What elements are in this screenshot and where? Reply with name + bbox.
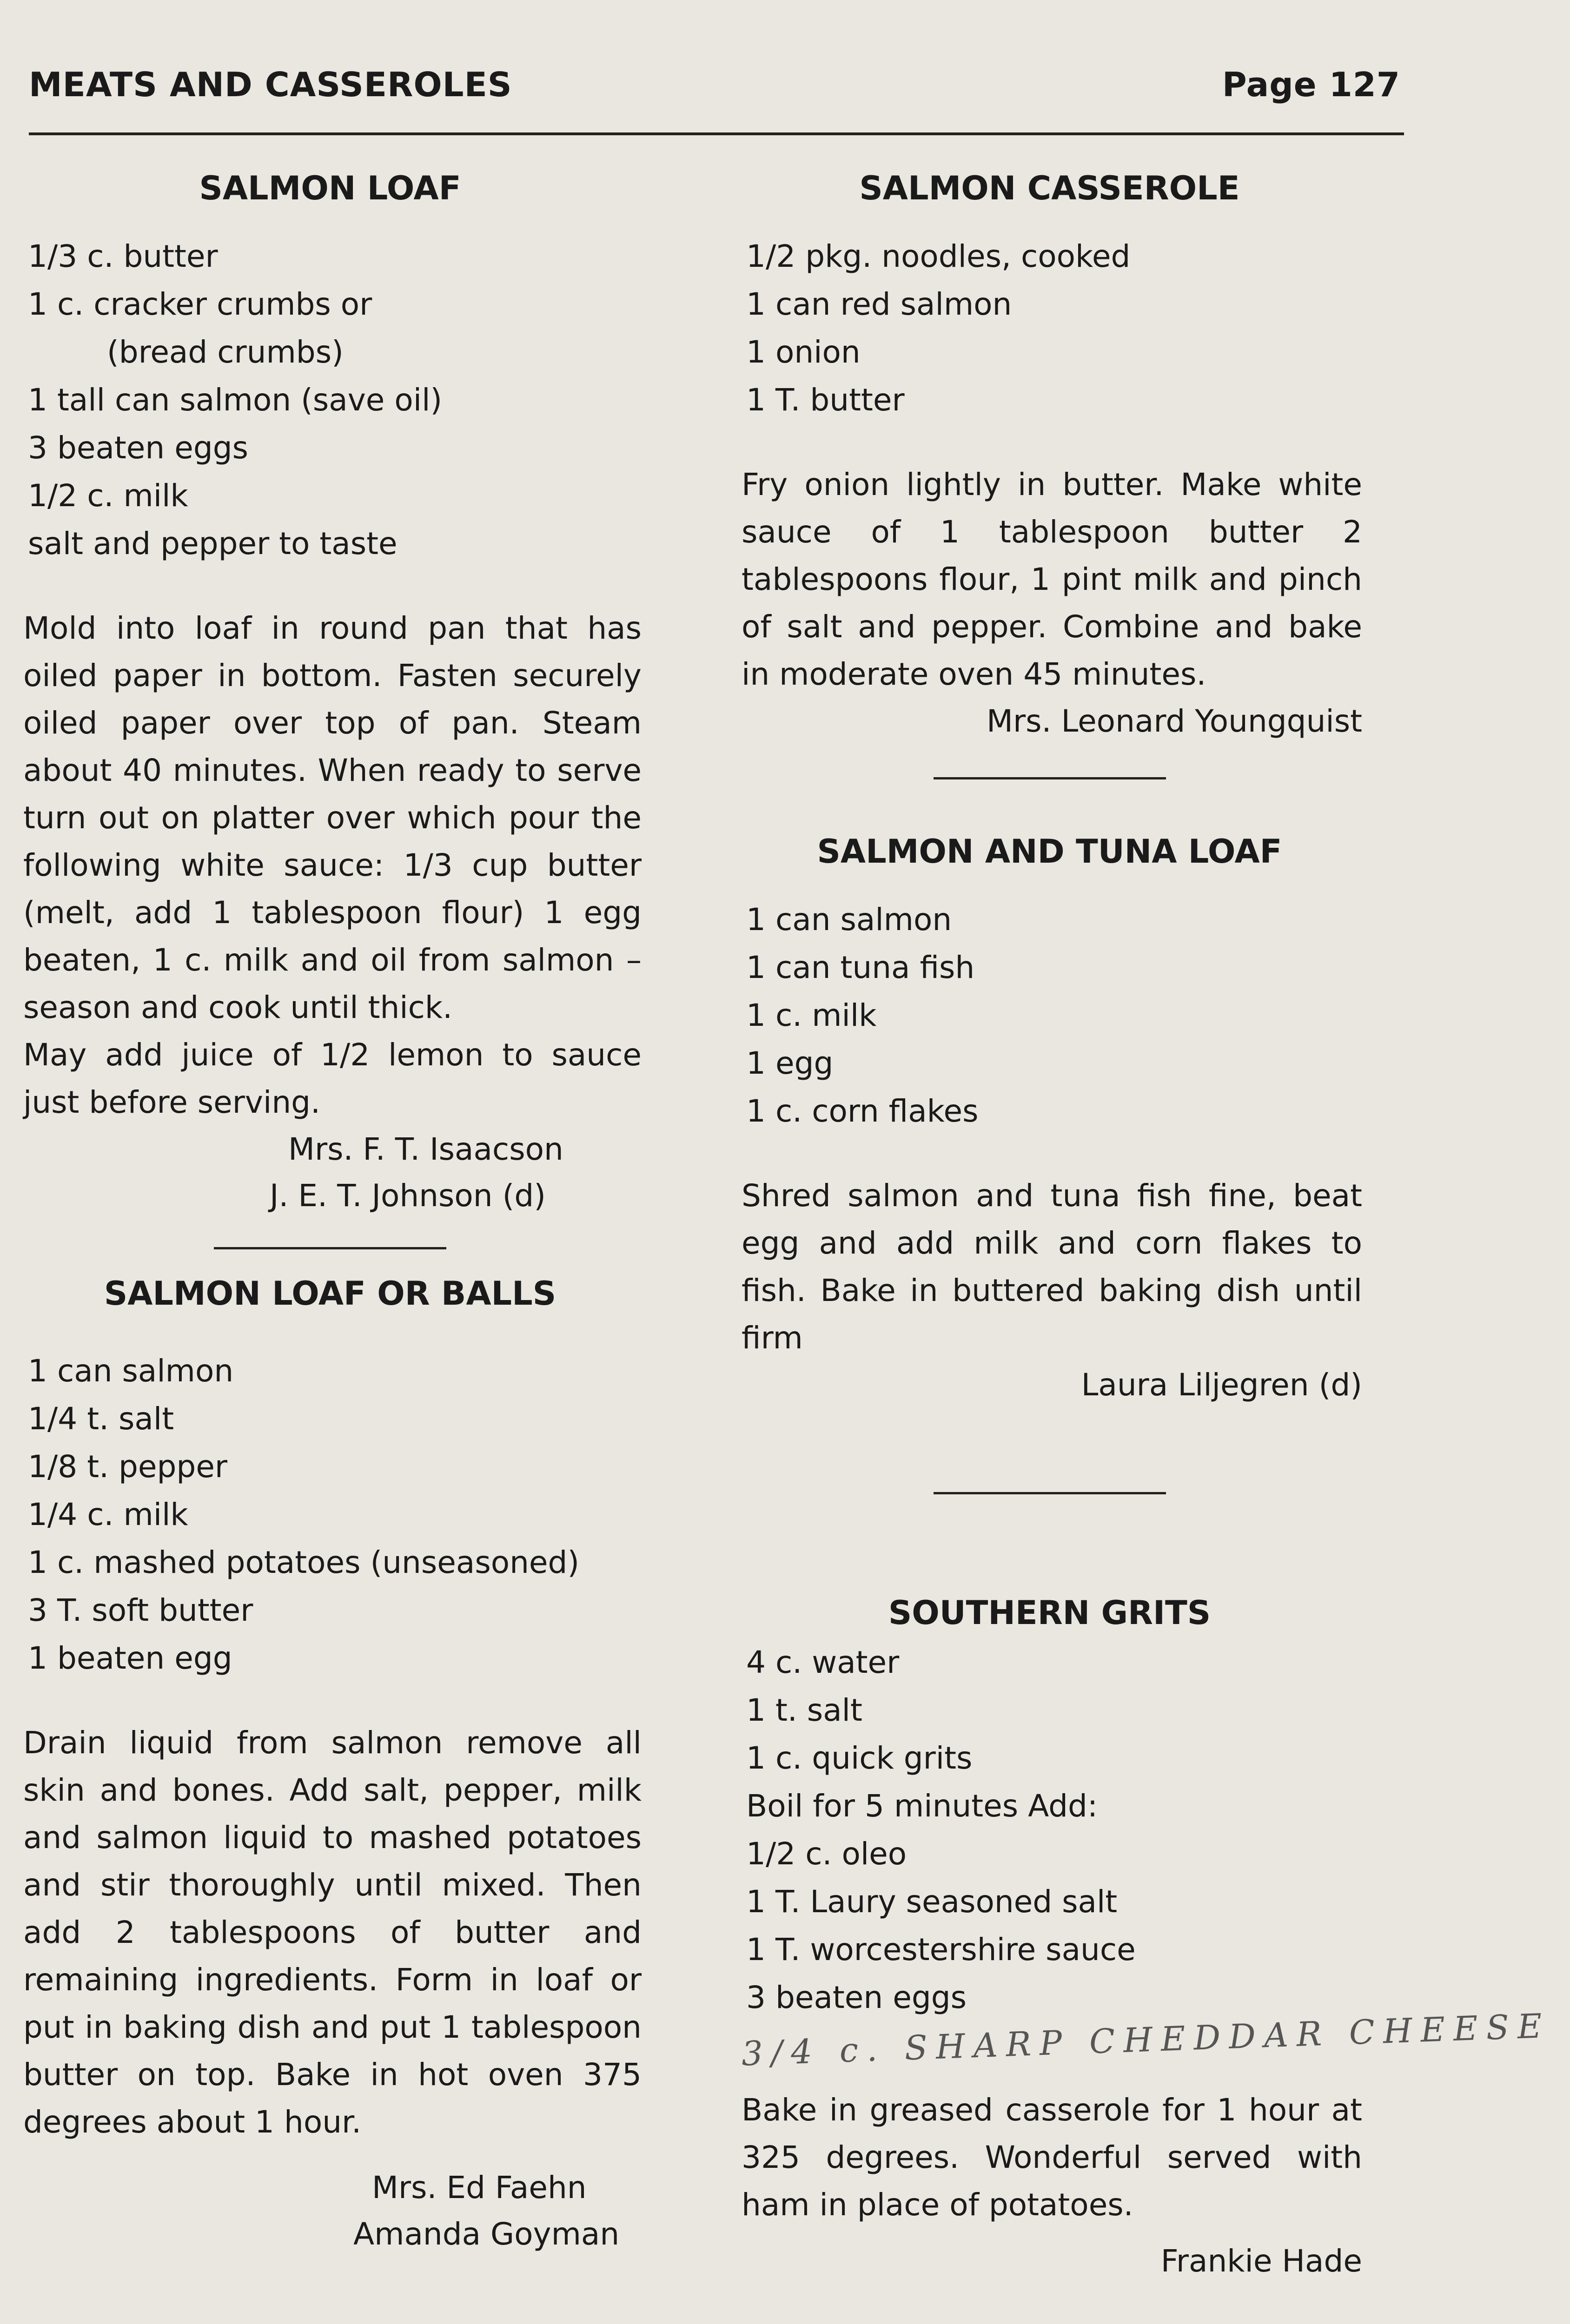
ingredient: 1/2 c. milk xyxy=(28,478,188,514)
recipe-salmon-loaf xyxy=(19,163,642,1219)
contributor: Frankie Hade xyxy=(1160,2243,1362,2279)
ingredient: Boil for 5 minutes Add: xyxy=(746,1788,1098,1824)
ingredient-list xyxy=(737,896,1362,1135)
recipe-title: SOUTHERN GRITS xyxy=(888,1594,1211,1632)
ingredient: 1 c. cracker crumbs or xyxy=(28,286,372,322)
ingredient: 1 can salmon xyxy=(746,902,952,938)
ingredient: 1/2 c. oleo xyxy=(746,1836,907,1872)
ingredient: 1/8 t. pepper xyxy=(28,1449,228,1485)
recipe-salmon-casserole xyxy=(737,163,1362,745)
instructions-text: Shred salmon and tuna fish fine, beat egg and add milk and corn flakes to fish. Bake in buttered baking dish until firm xyxy=(742,1178,1362,1356)
contributor: Amanda Goyman xyxy=(353,2216,620,2252)
instructions xyxy=(19,605,642,1126)
ingredient: 1 beaten egg xyxy=(28,1640,232,1676)
right-column xyxy=(737,163,1551,2284)
ingredient: 1 onion xyxy=(746,334,861,370)
ingredient: 1/2 pkg. noodles, cooked xyxy=(746,238,1131,274)
ingredient: 3 beaten eggs xyxy=(746,1980,967,2015)
ingredient-list xyxy=(737,1638,1362,2021)
handwritten-note: 3/4 c. SHARP CHEDDAR CHEESE xyxy=(741,2006,1551,2073)
ingredient: 1 c. corn flakes xyxy=(746,1093,979,1129)
ingredient: 1 tall can salmon (save oil) xyxy=(28,382,443,418)
contributor: Mrs. Ed Faehn xyxy=(372,2170,587,2205)
instructions xyxy=(737,2086,1362,2229)
ingredient: (bread crumbs) xyxy=(107,334,344,370)
ingredient: 1/4 t. salt xyxy=(28,1401,174,1437)
recipe-salmon-loaf-or-balls xyxy=(19,1268,642,2258)
contributors xyxy=(737,2238,1362,2284)
ingredient-list xyxy=(19,232,642,568)
instructions-text: Fry onion lightly in butter. Make white sauce of 1 tablespoon butter 2 tablespoons flour, 1 pint milk and pinch of salt and pepper. Combine and bake in moderate oven 45 minutes. xyxy=(742,467,1362,692)
page-number: Page 127 xyxy=(1222,65,1400,104)
instructions xyxy=(737,461,1362,698)
contributor: Mrs. F. T. Isaacson xyxy=(288,1131,563,1167)
ingredient: 4 c. water xyxy=(746,1644,900,1680)
instructions-text: Drain liquid from salmon remove all skin and bones. Add salt, pepper, milk and salmon liquid to mashed potatoes and stir thoroughly until mixed. Then add 2 tablespoons of butter and remaining ingredients. Form in loaf or put in baking dish and put 1 tablespoon butter on top. Bake in hot oven 375 degrees about 1 hour. xyxy=(23,1725,642,2140)
ingredient: 1 T. worcestershire sauce xyxy=(746,1932,1136,1967)
header-rule xyxy=(29,132,1404,135)
ingredient-list xyxy=(19,1347,642,1682)
ingredient: salt and pepper to taste xyxy=(28,526,397,561)
contributors xyxy=(19,2165,642,2258)
recipe-salmon-and-tuna-loaf xyxy=(737,826,1362,1408)
contributors xyxy=(737,698,1362,745)
ingredient-list xyxy=(737,232,1362,424)
instructions-note: May add juice of 1/2 lemon to sauce just before serving. xyxy=(23,1037,642,1120)
ingredient: 1 egg xyxy=(746,1045,834,1081)
ingredient: 1 c. mashed potatoes (unseasoned) xyxy=(28,1545,580,1580)
recipe-title: SALMON LOAF xyxy=(199,169,461,207)
instructions-text: Mold into loaf in round pan that has oiled paper in bottom. Fasten securely oiled paper over top of pan. Steam about 40 minutes. When ready to serve turn out on platter over which pour the following white sauce: 1/3 cup butter (melt, add 1 tablespoon flour) 1 egg beaten, 1 c. milk and oil from salmon – season and cook until thick. xyxy=(23,610,642,1025)
ingredient: 1 can red salmon xyxy=(746,286,1012,322)
instructions xyxy=(19,1719,642,2146)
recipe-southern-grits xyxy=(737,1587,1551,2284)
ingredient: 1 can tuna fish xyxy=(746,950,975,985)
contributor: Mrs. Leonard Youngquist xyxy=(987,703,1362,739)
left-column xyxy=(19,163,642,2258)
contributors xyxy=(19,1126,642,1219)
ingredient: 1 T. butter xyxy=(746,382,905,418)
recipe-title: SALMON CASSEROLE xyxy=(859,169,1240,207)
ingredient: 1/4 c. milk xyxy=(28,1497,188,1532)
ingredient: 1 T. Laury seasoned salt xyxy=(746,1884,1118,1920)
contributor: Laura Liljegren (d) xyxy=(1081,1367,1362,1403)
recipe-divider xyxy=(934,777,1166,779)
ingredient: 1 can salmon xyxy=(28,1353,234,1389)
ingredient: 3 beaten eggs xyxy=(28,430,248,466)
ingredient: 3 T. soft butter xyxy=(28,1592,253,1628)
recipe-divider xyxy=(934,1492,1166,1494)
ingredient: 1 c. milk xyxy=(746,997,877,1033)
instructions xyxy=(737,1172,1362,1362)
ingredient: 1 t. salt xyxy=(746,1692,862,1728)
contributor: J. E. T. Johnson (d) xyxy=(270,1178,546,1214)
contributors xyxy=(737,1362,1362,1408)
recipe-divider xyxy=(214,1247,446,1249)
recipe-title: SALMON LOAF OR BALLS xyxy=(104,1274,556,1313)
recipe-title: SALMON AND TUNA LOAF xyxy=(817,832,1282,871)
section-title: MEATS AND CASSEROLES xyxy=(29,65,512,104)
instructions-text: Bake in greased casserole for 1 hour at 325 degrees. Wonderful served with ham in place of potatoes. xyxy=(742,2092,1362,2223)
ingredient: 1 c. quick grits xyxy=(746,1740,973,1776)
ingredient: 1/3 c. butter xyxy=(28,238,218,274)
